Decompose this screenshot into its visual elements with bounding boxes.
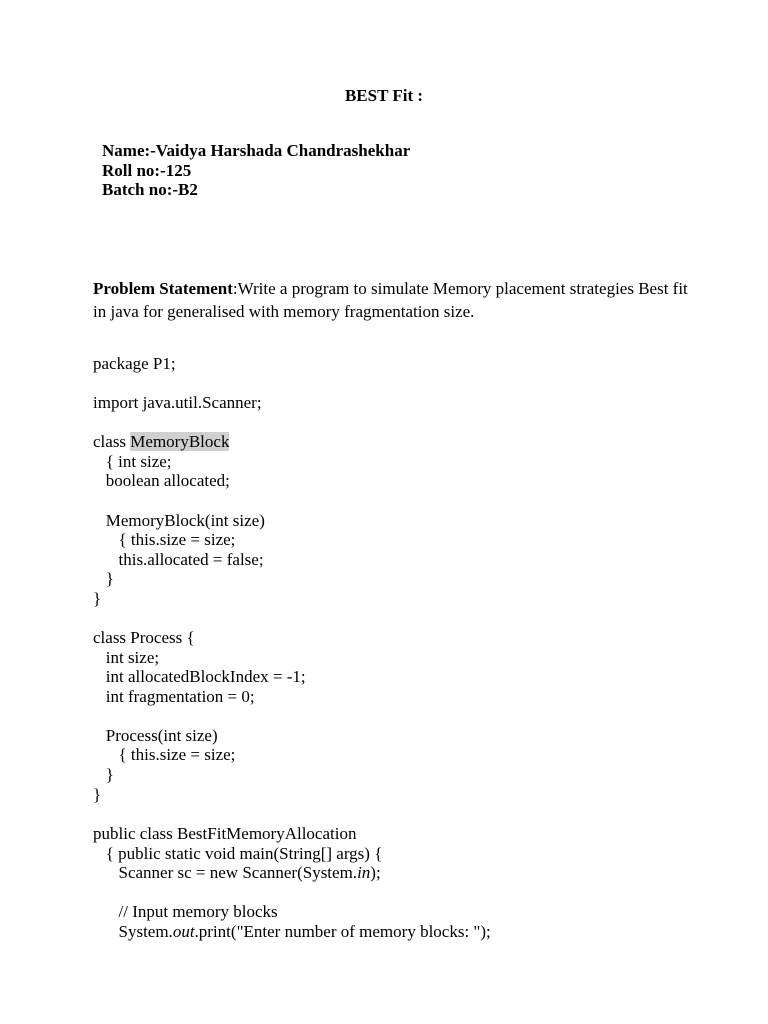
code-line [93,863,381,883]
batch-number: Batch no:-B2 [102,180,198,199]
code-line: int allocatedBlockIndex = -1; [93,667,306,686]
code-line: int fragmentation = 0; [93,687,255,706]
code-line: } [93,785,102,804]
code-line: class Process { [93,628,195,647]
code-line: } [93,765,114,784]
code-line: { int size; [93,452,172,471]
code-line: } [93,569,114,588]
student-name: Name:-Vaidya Harshada Chandrashekhar [102,141,411,160]
code-line: this.allocated = false; [93,550,264,569]
code-line: { public static void main(String[] args) { [93,844,383,863]
code-line: boolean allocated; [93,471,230,490]
code-line [93,432,229,452]
code-text: .print("Enter number of memory blocks: "); [194,922,491,941]
page-title: BEST Fit : [344,86,424,105]
code-line: package P1; [93,354,176,373]
code-line: MemoryBlock(int size) [93,511,265,530]
code-text-italic: out [172,922,195,941]
code-line: public class BestFitMemoryAllocation [93,824,357,843]
code-text-italic: in [357,863,371,882]
problem-statement-label: Problem Statement [93,279,233,298]
code-text: Scanner sc = new Scanner(System. [93,863,358,882]
code-line: { this.size = size; [93,530,236,549]
code-text: System. [93,922,173,941]
code-line: Process(int size) [93,726,218,745]
highlighted-text: MemoryBlock [130,432,230,451]
code-line: // Input memory blocks [93,902,278,921]
code-text: ); [370,863,381,882]
code-line: import java.util.Scanner; [93,393,262,412]
code-line: } [93,589,102,608]
code-line: int size; [93,648,160,667]
code-text: class [93,432,131,451]
roll-number: Roll no:-125 [102,161,192,180]
code-line: { this.size = size; [93,745,236,764]
problem-statement [93,277,693,323]
code-line [93,922,491,942]
problem-statement-text: :Write a program to simulate Memory placement strategies Best fit in java for generalised with memory fragmentation size. [93,279,688,321]
